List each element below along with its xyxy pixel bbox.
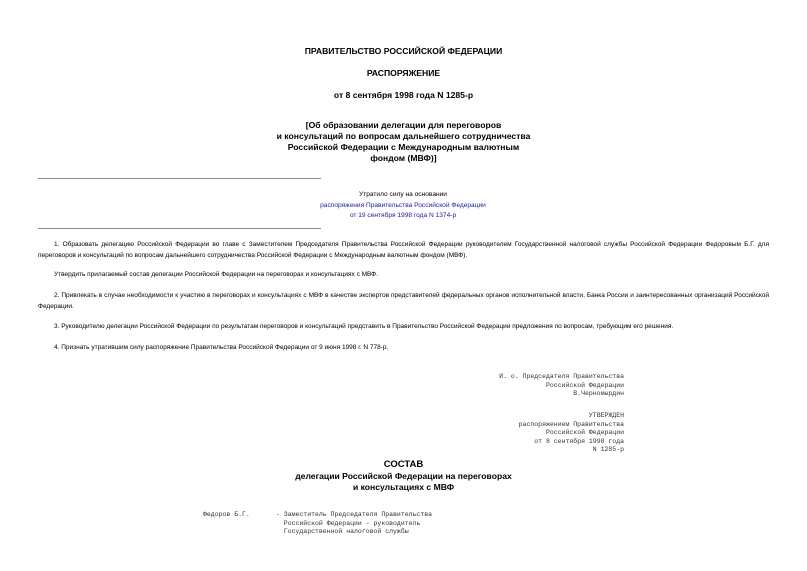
approval-line: от 8 сентября 1998 года [534,437,624,445]
divider-bottom [38,228,321,229]
member-role-line: - Заместитель Председателя Правительства [276,511,433,518]
paragraph-approve: Утвердить прилагаемый состав делегации Российской Федерации на переговорах и консультациях с МВФ. [54,271,378,278]
approval-line: УТВЕРЖДЕН [588,412,624,419]
member-role-line: Российской Федерации - руководитель [276,519,421,527]
document-type: РАСПОРЯЖЕНИЕ [366,68,441,78]
signature-line: Российской Федерации [545,381,624,389]
composition-subtitle-line: делегации Российской Федерации на переговорах [295,471,512,481]
approval-line: Российской Федерации [545,429,624,437]
document-date: от 8 сентября 1998 года N 1285-р [333,90,474,100]
repeal-link-date[interactable]: от 19 сентября 1998 года N 1374-р [349,212,457,219]
member-role [276,511,432,537]
composition-title: СОСТАВ [383,459,424,470]
status-note-text: Утратило силу на основании [359,191,447,198]
signature-block [499,373,624,399]
approval-line: N 1285-р [592,446,624,454]
paragraph-2: 2. Привлекать в случае необходимости к участию в переговорах и консультациях с МВФ в качестве экспертов представителей федеральных органов исполнительной власти, Банка России и заинтересованных организаций Российской Федерации. [38,292,769,310]
subject-line: и консультаций по вопросам дальнейшего сотрудничества [276,131,531,141]
paragraph-3: 3. Руководителю делегации Российской Федерации по результатам переговоров и консультаций представить в Правительство Российской Федерации предложения по вопросам, требующим его решения. [54,323,674,330]
signature-name: В.Черномырдин [573,390,624,398]
government-heading: ПРАВИТЕЛЬСТВО РОССИЙСКОЙ ФЕДЕРАЦИИ [304,46,503,56]
composition-subtitle-line: и консультациях с МВФ [352,482,455,492]
member-role-line: Государственной налоговой службы [276,528,409,536]
document-subject [0,120,807,164]
approval-block [519,412,624,455]
composition-subtitle [0,471,807,493]
subject-line: Российской Федерации с Международным валютным [287,142,520,152]
member-name: Федоров Б.Г. [203,511,250,518]
divider-top [38,178,321,179]
approval-line: распоряжением Правительства [518,420,624,428]
paragraph-1: 1. Образовать делегацию Российской Федерации во главе с Заместителем Председателя Правительства Российской Федерации руководителем Государственной налоговой службы Российской Федерации Федоровым Б.Г. для переговоров и консультаций по вопросам дальнейшего сотрудничества Российской Федерации с Международным валютным фондом (МВФ). [38,241,769,259]
status-note [230,190,576,222]
paragraph-4: 4. Признать утратившим силу распоряжение Правительства Российской Федерации от 9 июня 1998 г. N 778-р. [54,344,389,351]
repeal-link[interactable]: распоряжения Правительства Российской Федерации [320,201,486,209]
subject-line: фондом (МВФ)] [370,153,437,163]
signature-line: И. о. Председателя Правительства [499,373,624,380]
subject-line: [Об образовании делегации для переговоров [305,120,502,130]
